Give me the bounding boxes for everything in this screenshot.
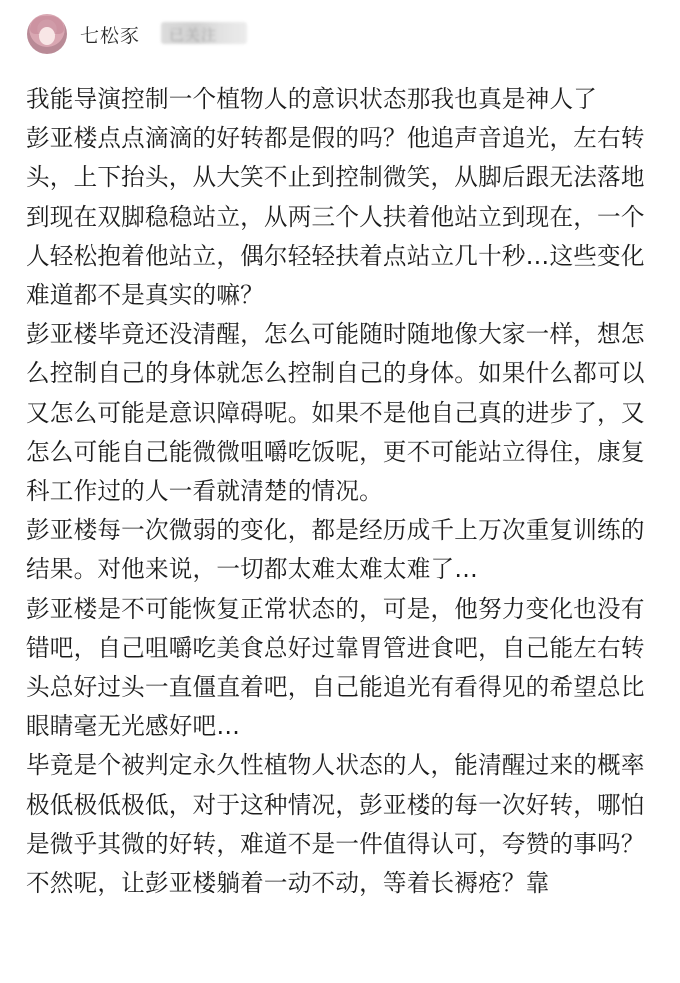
follow-label: 已关注 [169,26,218,44]
username[interactable]: 七松豕 [80,25,141,47]
post-paragraph: 彭亚楼毕竟还没清醒，怎么可能随时随地像大家一样，想怎么控制自己的身体就怎么控制自己的身体。如果什么都可以又怎么可能是意识障碍呢。如果不是他自己真的进步了，又怎么可能自己能微微咀嚼吃饭呢，更不可能站立得住，康复科工作过的人一看就清楚的情况。 [26,320,645,506]
follow-button[interactable] [161,22,247,44]
avatar[interactable] [27,14,67,54]
avatar-face [39,27,55,45]
post-paragraph: 我能导演控制一个植物人的意识状态那我也真是神人了 [26,85,598,113]
post-paragraph: 毕竟是个被判定永久性植物人状态的人，能清醒过来的概率极低极低极低，对于这种情况，彭亚楼的每一次好转，哪怕是微乎其微的好转，难道不是一件值得认可，夸赞的事吗？不然呢，让彭亚楼躺着一动不动，等着长褥疮？靠 [26,751,645,898]
post-paragraph: 彭亚楼每一次微弱的变化，都是经历成千上万次重复训练的结果。对他来说，一切都太难太难太难了… [26,516,645,584]
post-paragraph: 彭亚楼点点滴滴的好转都是假的吗？他追声音追光，左右转头，上下抬头，从大笑不止到控制微笑，从脚后跟无法落地到现在双脚稳稳站立，从两三个人扶着他站立到现在，一个人轻松抱着他站立，偶尔轻轻扶着点站立几十秒…这些变化难道都不是真实的嘛？ [26,124,645,310]
post-paragraph: 彭亚楼是不可能恢复正常状态的，可是，他努力变化也没有错吧，自己咀嚼吃美食总好过靠胃管进食吧，自己能左右转头总好过头一直僵直着吧，自己能追光有看得见的希望总比眼睛毫无光感好吧… [26,594,645,741]
post-header [0,0,680,76]
post-body [26,80,666,903]
